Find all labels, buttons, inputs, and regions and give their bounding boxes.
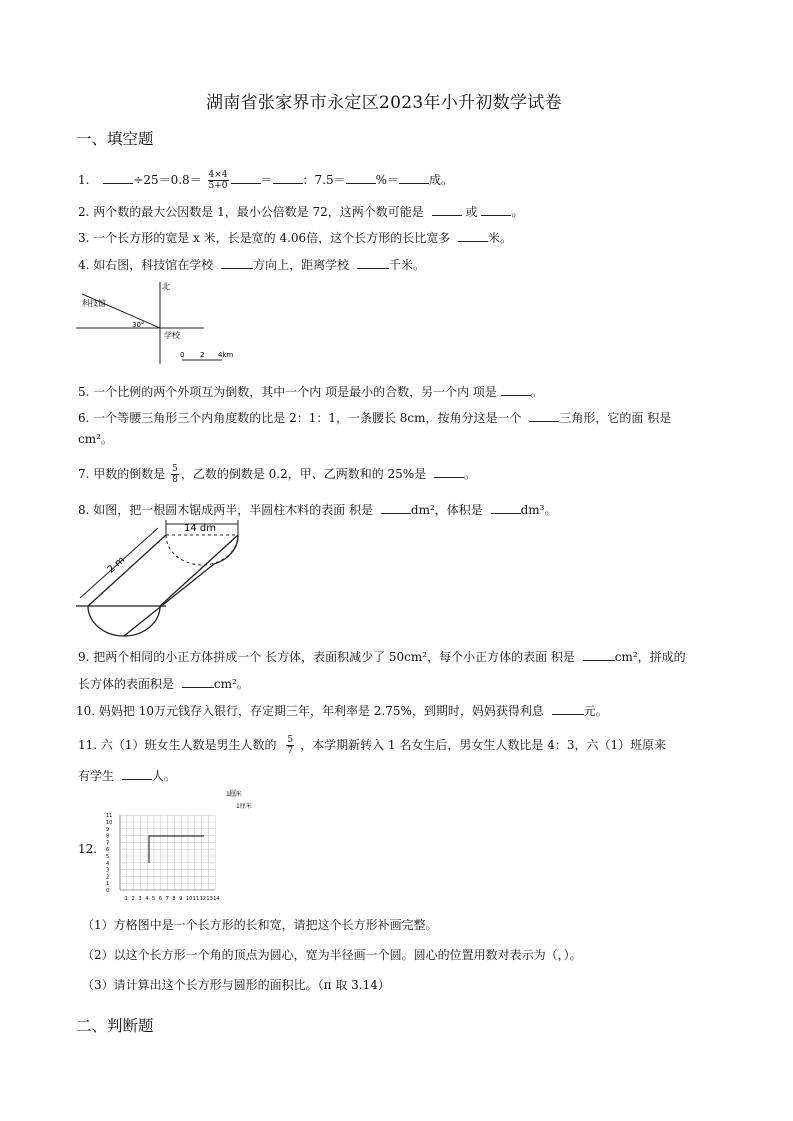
q2-text: 2. 两个数的最大公因数是 1，最小公倍数是 72，这两个数可能是 <box>78 205 424 219</box>
q5-end: 。 <box>530 385 543 399</box>
q8-end: dm³。 <box>520 503 557 517</box>
q3-text: 3. 一个长方形的宽是 x 米，长是宽的 4.06倍，这个长方形的长比宽多 <box>78 231 451 245</box>
q7-end: 。 <box>464 467 477 481</box>
q1-text-2: ＝ <box>260 173 273 187</box>
q7-frac-num: 5 <box>172 464 178 474</box>
y-tick: 3 <box>106 867 110 874</box>
x-tick: 11 <box>192 896 200 902</box>
x-tick: 3 <box>138 896 142 902</box>
q3-end: 米。 <box>488 231 513 245</box>
width-label: 14 dm <box>184 523 216 534</box>
q9-text-1: 9. 把两个相同的小正方体拼成一个 长方体，表面积减少了 50cm²，每个小正方体的表面 积是 <box>78 650 575 664</box>
q6-text-2: 三角形，它的面 积是 <box>559 411 672 425</box>
x-tick: 8 <box>172 896 176 902</box>
q10-text: 10. 妈妈把 10万元钱存入银行，存定期三年，年利率是 2.75%，到期时，妈妈获得利息 <box>76 704 544 718</box>
question-7 <box>78 464 476 485</box>
q8-blank-2[interactable] <box>491 501 521 514</box>
y-tick: 2 <box>106 874 110 881</box>
x-tick: 13 <box>206 896 213 902</box>
q9-blank-2[interactable] <box>182 675 214 688</box>
y-tick: 7 <box>106 840 110 847</box>
q12-grid-figure <box>96 786 266 910</box>
x-tick: 1 <box>124 896 128 902</box>
y-tick: 10 <box>106 820 113 826</box>
q1-frac-den: 5+0 <box>208 181 228 191</box>
question-4 <box>78 256 425 273</box>
left-long-edge <box>88 535 166 606</box>
right-long-edge <box>160 535 238 606</box>
x-tick: 14 <box>213 896 220 902</box>
x-tick: 7 <box>165 896 169 902</box>
x-tick: 9 <box>179 896 183 902</box>
q11-text-1: 11. 六（1）班女生人数是男生人数的 <box>78 738 277 752</box>
q4-text-3: 千米。 <box>388 258 425 272</box>
y-tick: 1 <box>106 881 110 888</box>
question-11 <box>78 735 666 756</box>
y-tick: 11 <box>106 813 113 820</box>
q12-sub-3: （3）请计算出这个长方形与圆形的面积比。（π 取 3.14） <box>82 978 390 992</box>
back-arc-visible <box>214 535 238 564</box>
back-arc-dashed <box>166 535 238 565</box>
y-tick: 6 <box>106 847 110 854</box>
q1-number: 1. <box>78 173 90 187</box>
legend-2: 1厘米 <box>236 803 252 810</box>
grid-lines <box>120 815 215 890</box>
q11-text-3: 有学生 <box>78 769 115 783</box>
q8-text-2: dm²，体积是 <box>410 503 483 517</box>
q9-end: cm²。 <box>213 677 249 691</box>
question-9 <box>78 648 686 665</box>
q2-end: 。 <box>511 205 524 219</box>
q7-text-1: 7. 甲数的倒数是 <box>78 467 166 481</box>
y-tick: 5 <box>106 854 110 860</box>
scale-4: 4km <box>218 351 234 359</box>
q10-end: 元。 <box>583 704 608 718</box>
q4-text-2: 方向上，距离学校 <box>253 258 350 272</box>
q11-blank[interactable] <box>122 767 152 780</box>
length-label: 2 m <box>105 554 128 576</box>
angle-label: 30° <box>132 321 145 329</box>
q12-number: 12. <box>78 842 98 856</box>
q2-blank-1[interactable] <box>432 203 462 216</box>
q11-fraction <box>286 735 294 756</box>
q5-text: 5. 一个比例的两个外项互为倒数，其中一个内 项是最小的合数，另一个内 项是 <box>78 385 497 399</box>
question-5 <box>78 383 543 400</box>
q4-blank-1[interactable] <box>221 256 253 269</box>
q1-blank-5[interactable] <box>399 171 429 184</box>
north-label: 北 <box>162 282 170 291</box>
q6-text-1: 6. 一个等腰三角形三个内角度数的比是 2：1：1，一条腰长 8cm，按角分这是一个 <box>78 411 522 425</box>
q11-end: 人。 <box>151 769 176 783</box>
school-label: 学校 <box>164 331 180 340</box>
x-tick: 2 <box>131 896 135 902</box>
q1-text-1: ÷25＝0.8＝ <box>133 173 202 187</box>
y-tick: 9 <box>106 826 110 833</box>
x-tick: 4 <box>145 896 149 902</box>
q8-text-1: 8. 如图，把一根圆木锯成两半，半圆柱木料的表面 积是 <box>78 503 374 517</box>
q12-sub-1: （1）方格图中是一个长方形的长和宽，请把这个长方形补画完整。 <box>82 918 438 932</box>
q4-direction-figure <box>74 280 244 366</box>
q6-unit: cm²。 <box>78 432 113 446</box>
q4-text-1: 4. 如右图，科技馆在学校 <box>78 258 214 272</box>
question-10 <box>76 702 608 719</box>
x-tick: 6 <box>158 896 162 902</box>
x-tick: 10 <box>186 896 193 902</box>
section-heading-fill: 一、填空题 <box>76 130 154 148</box>
question-3 <box>78 229 512 246</box>
q11-frac-den: 7 <box>287 746 294 756</box>
x-tick-labels <box>125 896 220 902</box>
front-arc <box>88 606 160 636</box>
q1-text-3: ：7.5＝ <box>302 173 346 187</box>
q2-blank-2[interactable] <box>481 203 511 216</box>
question-6 <box>78 409 671 426</box>
q1-fraction <box>208 170 229 191</box>
x-tick: 5 <box>152 896 156 902</box>
x-tick: 12 <box>199 896 206 902</box>
q9-text-2: cm²，拼成的 <box>614 650 686 664</box>
q5-blank[interactable] <box>501 383 531 396</box>
q1-blank-4[interactable] <box>346 171 376 184</box>
q12-sub-2: （2）以这个长方形一个角的顶点为圆心，宽为半径画一个圆。圆心的位置用数对表示为（，）。 <box>82 948 582 962</box>
q1-text-5: 成。 <box>429 173 454 187</box>
q1-blank-1[interactable] <box>103 171 133 184</box>
scale-0: 0 <box>180 351 185 359</box>
q11-frac-num: 5 <box>287 735 294 745</box>
q10-blank[interactable] <box>552 702 584 715</box>
q7-frac-den: 8 <box>172 475 178 485</box>
legend-1: 1厘米 <box>226 791 242 798</box>
q11-text-2: ，本学期新转入 1 名女生后，男女生人数比是 4：3，六（1）班原来 <box>300 738 667 752</box>
q1-frac-num: 4×4 <box>208 170 228 180</box>
q6-blank-1[interactable] <box>529 409 559 422</box>
q9-text-3: 长方体的表面积是 <box>78 677 175 691</box>
y-tick: 8 <box>106 833 110 840</box>
y-tick: 4 <box>106 860 110 867</box>
q1-blank-2[interactable] <box>231 171 261 184</box>
museum-label: 科技馆 <box>82 299 106 308</box>
q2-or: 或 <box>465 205 478 219</box>
section-heading-judge: 二、判断题 <box>76 1017 154 1035</box>
q4-blank-2[interactable] <box>357 256 389 269</box>
q8-half-cylinder-figure <box>74 518 249 646</box>
q1-text-4: %＝ <box>375 173 400 187</box>
q8-blank-1[interactable] <box>381 501 411 514</box>
q9-blank-1[interactable] <box>583 648 615 661</box>
question-6-cont <box>78 432 113 447</box>
question-1 <box>78 170 453 191</box>
y-tick-labels <box>106 813 112 894</box>
bottom-long-edge <box>124 564 214 636</box>
q1-blank-3[interactable] <box>273 171 303 184</box>
scale-2: 2 <box>200 351 205 359</box>
q7-blank[interactable] <box>434 465 464 478</box>
question-8 <box>78 501 557 518</box>
q7-fraction <box>171 464 179 485</box>
page-title: 湖南省张家界市永定区2023年小升初数学试卷 <box>206 93 562 113</box>
y-tick: 0 <box>106 888 110 894</box>
question-2 <box>78 203 523 220</box>
q7-text-2: ，乙数的倒数是 0.2，甲、乙两数和的 25%是 <box>180 467 427 481</box>
q3-blank[interactable] <box>458 229 488 242</box>
question-11-cont <box>78 767 176 784</box>
question-9-cont <box>78 675 249 692</box>
